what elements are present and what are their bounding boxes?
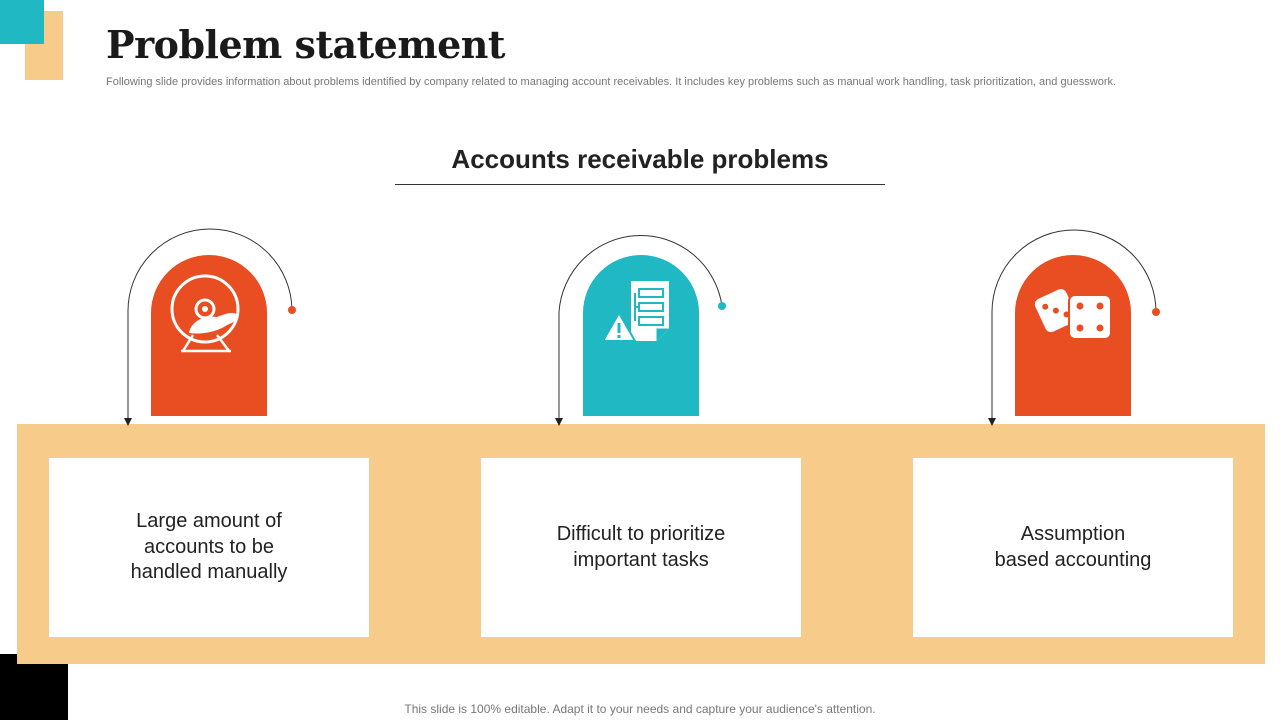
- problem-tab-3: [1015, 255, 1131, 416]
- problem-text-2: Difficult to prioritize important tasks: [556, 523, 726, 571]
- section-heading: Accounts receivable problems: [451, 144, 829, 174]
- problem-tab-2: [583, 255, 699, 416]
- problem-tab-1: [151, 255, 267, 416]
- arc-endpoint-1: [288, 306, 296, 314]
- dice-icon: [1033, 273, 1113, 353]
- problem-text-3: Assumption based accounting: [994, 523, 1152, 571]
- arc-endpoint-3: [1152, 308, 1160, 316]
- arc-endpoint-2: [718, 302, 726, 310]
- footer-note: This slide is 100% editable. Adapt it to your needs and capture your audience's attention.: [404, 702, 876, 716]
- page-title: Problem statement: [106, 22, 505, 67]
- problem-card-3: [913, 458, 1233, 637]
- hamster-wheel-icon: [169, 273, 249, 353]
- page-subtitle: Following slide provides information about problems identified by company related to managing account receivables. It includes key problems such as manual work handling, task prioritization, and guesswork.: [106, 76, 1117, 88]
- problem-card-2: [481, 458, 801, 637]
- problem-text-1: Large amount of accounts to be handled manually: [130, 510, 288, 584]
- problem-card-1: [49, 458, 369, 637]
- decorative-teal-block: [0, 0, 44, 44]
- heading-underline: [395, 184, 885, 185]
- document-warning-icon: [601, 273, 681, 353]
